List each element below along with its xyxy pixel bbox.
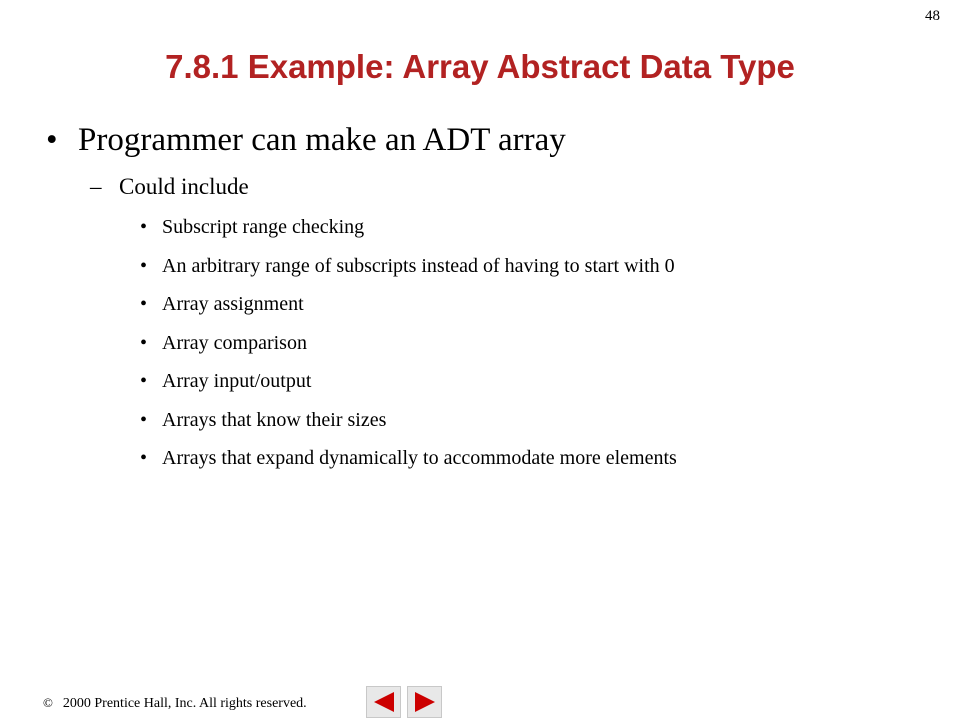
copyright-icon: ©	[43, 695, 53, 710]
slide-title: 7.8.1 Example: Array Abstract Data Type	[165, 48, 795, 85]
list-item-text: Subscript range checking	[162, 216, 365, 238]
bullet-icon: •	[140, 254, 148, 277]
triangle-left-icon	[372, 691, 396, 713]
bullet-icon: •	[140, 408, 148, 431]
bullet-icon: •	[140, 216, 148, 238]
list-item	[140, 443, 677, 482]
slide-navigation	[366, 686, 442, 718]
level2-dash-item	[90, 174, 249, 200]
level3-bullet-list	[140, 212, 677, 482]
list-item-text: Array assignment	[162, 293, 304, 315]
list-item-text: Arrays that know their sizes	[162, 408, 387, 431]
list-item	[140, 212, 677, 251]
bullet-icon: •	[140, 447, 148, 469]
list-item-text: An arbitrary range of subscripts instead of having to start with 0	[162, 254, 675, 277]
bullet-icon: •	[140, 370, 148, 392]
dash-icon: –	[90, 174, 102, 199]
list-item	[140, 328, 677, 367]
level1-bullet-text: Programmer can make an ADT array	[78, 122, 566, 158]
next-slide-button[interactable]	[407, 686, 442, 718]
list-item	[140, 405, 677, 444]
level2-dash-text: Could include	[119, 174, 249, 199]
list-item	[140, 251, 677, 290]
bullet-icon: •	[46, 122, 58, 158]
slide-number: 48	[925, 8, 940, 24]
previous-slide-button[interactable]	[366, 686, 401, 718]
copyright-text: 2000 Prentice Hall, Inc. All rights reserved.	[62, 696, 307, 711]
list-item-text: Arrays that expand dynamically to accommodate more elements	[162, 447, 677, 469]
list-item-text: Array comparison	[162, 331, 307, 354]
bullet-icon: •	[140, 331, 148, 354]
level1-bullet-item	[46, 122, 566, 159]
triangle-right-icon	[413, 691, 437, 713]
list-item-text: Array input/output	[162, 370, 312, 392]
list-item	[140, 289, 677, 328]
bullet-icon: •	[140, 293, 148, 315]
list-item	[140, 366, 677, 405]
footer-copyright	[43, 695, 307, 712]
